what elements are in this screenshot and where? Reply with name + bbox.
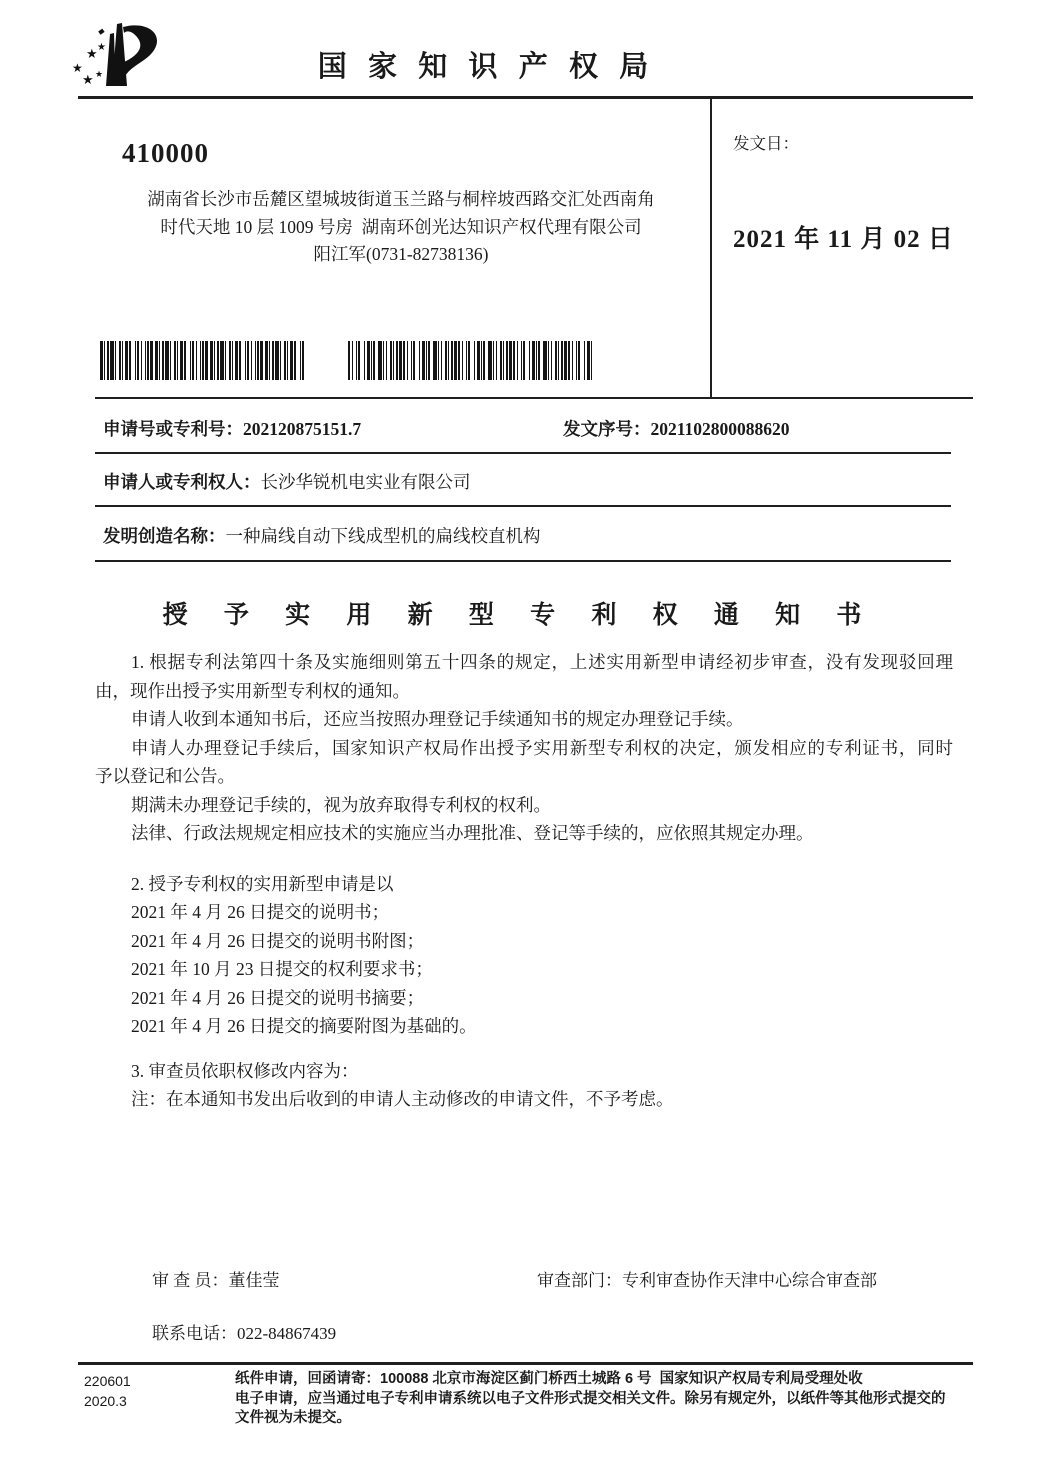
spacer [95, 848, 953, 870]
date-box-left-border [710, 96, 712, 398]
serial-number-field [563, 416, 790, 441]
department-name: 专利审查协作天津中心综合审查部 [622, 1271, 877, 1290]
invention-title-label: 发明创造名称： [103, 526, 226, 546]
phone-field [152, 1319, 336, 1344]
serial-number-value: 2021102800088620 [650, 419, 790, 439]
application-number-label: 申请号或专利号： [103, 419, 243, 439]
row-divider [95, 452, 951, 454]
body-line: 2. 授予专利权的实用新型申请是以 [131, 873, 394, 894]
phone-number: 022-84867439 [237, 1324, 337, 1343]
invention-title-field [103, 523, 541, 548]
svg-text:★: ★ [86, 47, 98, 62]
department-label: 审查部门： [537, 1271, 622, 1290]
examiner-field [152, 1266, 280, 1291]
invention-title-value: 一种扁线自动下线成型机的扁线校直机构 [225, 526, 541, 546]
spacer [95, 1041, 953, 1057]
applicant-value: 长沙华锐机电实业有限公司 [260, 472, 471, 492]
row-divider [95, 505, 951, 507]
footer-instructions [235, 1370, 965, 1429]
examiner-label: 审 查 员： [152, 1271, 229, 1290]
body-line: 1. 根据专利法第四十条及实施细则第五十四条的规定，上述实用新型申请经初步审查，没有发现驳回理 [131, 652, 953, 672]
row-divider [95, 560, 951, 562]
application-number-field [103, 416, 361, 441]
svg-text:★: ★ [97, 42, 106, 53]
body-line: 2021 年 4 月 26 日提交的说明书摘要； [131, 987, 425, 1008]
footer-divider [78, 1362, 973, 1365]
recipient-address [98, 186, 704, 269]
form-code-line: 2020.3 [84, 1392, 127, 1409]
phone-label: 联系电话： [152, 1324, 237, 1343]
department-field [537, 1266, 877, 1291]
svg-text:★: ★ [95, 70, 104, 80]
footer-line: 电子申请，应当通过电子专利申请系统以电子文件形式提交相关文件。除另有规定外，以纸件等其他形式提交的 [235, 1390, 946, 1407]
address-line: 湖南省长沙市岳麓区望城坡街道玉兰路与桐梓坡西路交汇处西南角 [147, 189, 655, 209]
body-line: 申请人办理登记手续后，国家知识产权局作出授予实用新型专利权的决定，颁发相应的专利证书，同时 [131, 737, 953, 758]
footer-line: 纸件申请，回函请寄：100088 北京市海淀区蓟门桥西土城路 6 号 国家知识产权局专利局受理处收 [235, 1371, 863, 1387]
body-line: 2021 年 10 月 23 日提交的权利要求书； [131, 959, 433, 979]
header-divider [78, 96, 973, 99]
address-line: 时代天地 10 层 1009 号房 湖南环创光达知识产权代理有限公司 [160, 216, 642, 237]
examiner-name: 董佳莹 [228, 1271, 280, 1290]
footer-line: 文件视为未提交。 [235, 1410, 351, 1426]
body-line: 2021 年 4 月 26 日提交的说明书； [131, 902, 390, 922]
body-line: 2021 年 4 月 26 日提交的说明书附图； [131, 930, 425, 951]
body-line: 3. 审查员依职权修改内容为： [131, 1060, 359, 1081]
body-line: 申请人收到本通知书后，还应当按照办理登记手续通知书的规定办理登记手续。 [131, 709, 744, 729]
applicant-label: 申请人或专利权人： [103, 472, 261, 492]
body-line: 2021 年 4 月 26 日提交的摘要附图为基础的。 [131, 1016, 477, 1036]
barcode [100, 341, 306, 380]
body-line: 法律、行政法规规定相应技术的实施应当办理批准、登记等手续的，应依照其规定办理。 [131, 823, 814, 843]
form-code [84, 1372, 131, 1411]
application-number-value: 202120875151.7 [243, 419, 362, 439]
svg-text:★: ★ [72, 61, 83, 75]
address-section-divider [95, 397, 973, 399]
body-line: 由，现作出授予实用新型专利权的通知。 [95, 680, 410, 701]
form-code-line: 220601 [84, 1373, 131, 1389]
page-title: 国 家 知 识 产 权 局 [317, 51, 656, 83]
notice-body [95, 648, 953, 1114]
barcode [348, 341, 593, 380]
dispatch-date-label: 发文日： [733, 134, 799, 153]
address-line: 阳江军(0731-82738136) [313, 244, 489, 264]
body-line: 予以登记和公告。 [95, 766, 235, 786]
recipient-postcode: 410000 [122, 138, 209, 168]
body-line: 期满未办理登记手续的，视为放弃取得专利权的权利。 [131, 794, 551, 815]
svg-text:★: ★ [82, 73, 94, 88]
applicant-field [103, 469, 471, 494]
serial-number-label: 发文序号： [563, 419, 651, 439]
notice-title: 授 予 实 用 新 型 专 利 权 通 知 书 [162, 602, 877, 629]
dispatch-date-value: 2021 年 11 月 02 日 [733, 226, 954, 253]
body-line: 注：在本通知书发出后收到的申请人主动修改的申请文件，不予考虑。 [131, 1089, 674, 1109]
